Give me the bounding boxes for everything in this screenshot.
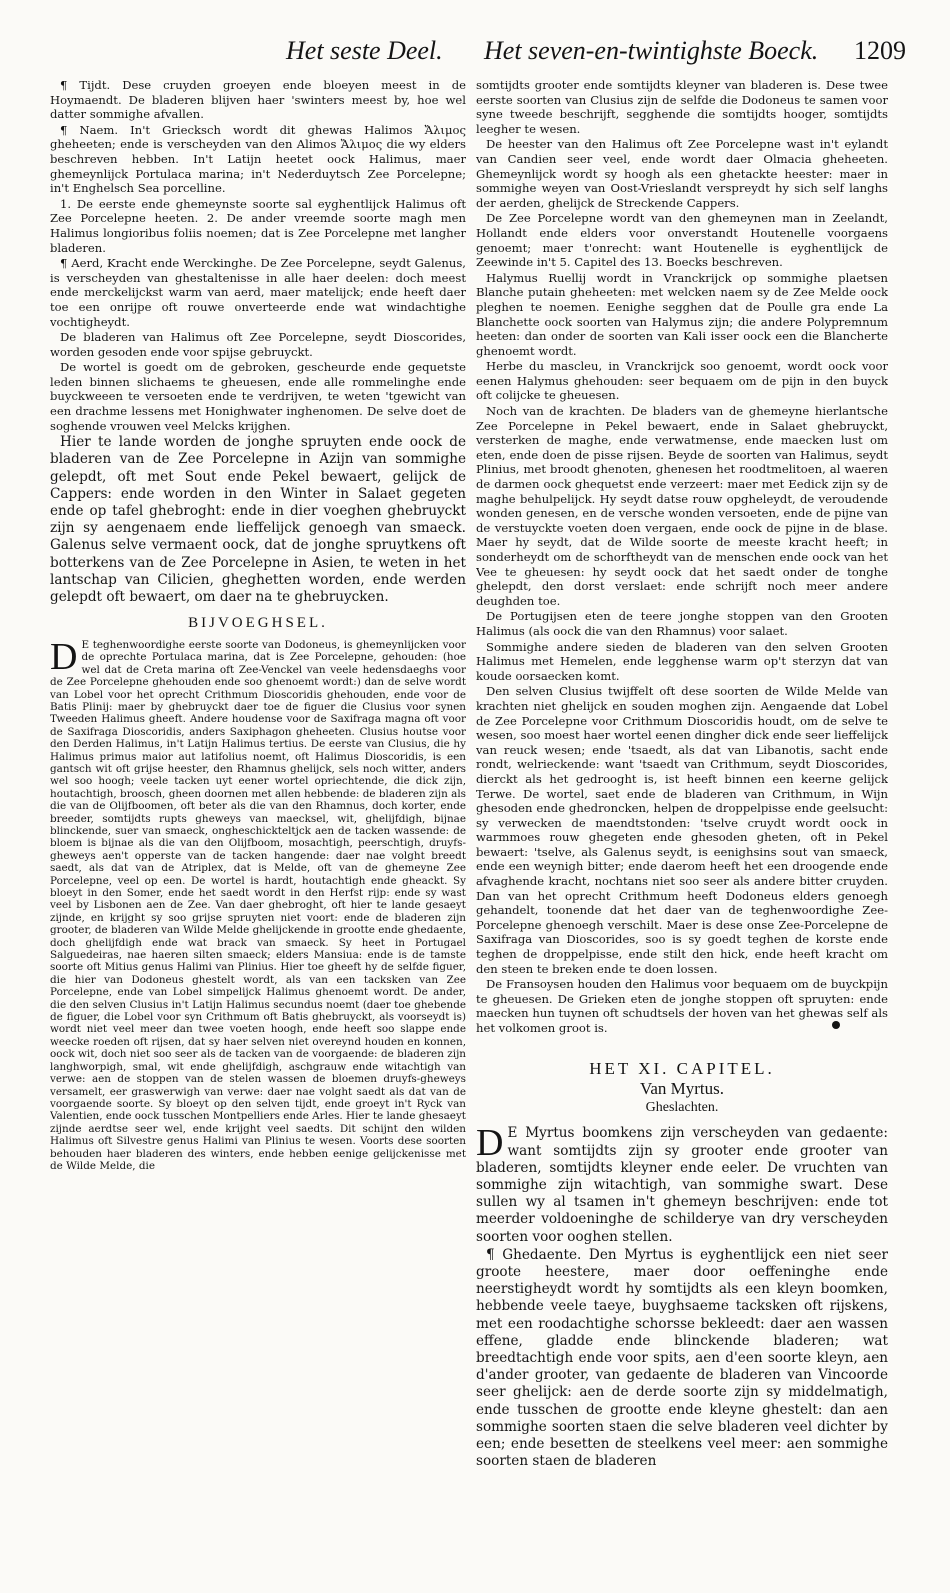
ink-blot-ornament <box>832 1021 840 1029</box>
chapter-paragraphs <box>476 1122 888 1470</box>
paragraph: De Portugijsen eten de teere jonghe stoppen van den Grooten Halimus (als oock die van den Rhamnus) voor salaet. <box>476 609 888 638</box>
part-title: Het seste Deel. <box>286 36 443 65</box>
dropcap-letter: D <box>476 1122 504 1165</box>
left-column-paragraphs <box>50 78 466 606</box>
paragraph: De bladeren van Halimus oft Zee Porcelepne, seydt Dioscorides, worden gesoden ende voor spijse gebruyckt. <box>50 330 466 359</box>
paragraph: E Myrtus boomkens zijn verscheyden van gedaente: want somtijdts zijn sy grooter ende grooter van bladeren, somtijdts kleyner ende eeler. De vruchten van sommighe zijn witachtigh, van sommighe swart. Dese sullen wy al tsamen in't ghemeyn beschrijven: ende tot meerder voldoeninghe de schilderye van dry verscheyden soorten voor ooghen stellen. <box>476 1125 888 1245</box>
paragraph: Sommighe andere sieden de bladeren van den selven Grooten Halimus met Hemelen, ende legghense warm op't sterzyn dat van koude oorsaecken komt. <box>476 639 888 683</box>
paragraph: De heester van den Halimus oft Zee Porcelepne wast in't eylandt van Candien seer veel, ende wordt daer Olmacia gheheeten. Ghemeynlijck wordt sy hoogh als een ghetackte heester: maer in sommighe weyen van Oost-Vrieslandt verspreydt hy sich self langhs der aerden, ghelijck de Streckende Cappers. <box>476 137 888 210</box>
paragraph: Den selven Clusius twijffelt oft dese soorten de Wilde Melde van krachten niet ghelijck en souden moghen zijn. Aengaende dat Lobel de Zee Porcelepne voor Crithmum Dioscoridis houdt, om de selve te wesen, soo moest haer wortel eenen dingher dick ende seer lieffelijck van reuck wesen; ende 'tsaedt, als dat van Libanotis, sacht ende rondt, welrieckende: want 'tsaedt van Crithmum, seydt Dioscorides, dierckt als het gedrooght is, ist heeft binnen een keerne gelijck Terwe. De wortel, saet ende de bladeren van Crithmum, in Wijn ghesoden ende ghedroncken, helpen de droppelpisse ende geelsucht: sy verwecken de maendtstonden: 'tselve cruydt wordt oock in warmmoes rouw ghegeten ende ghesoden gheten, oft in Pekel bewaert: 'tselve, als Galenus seydt, is eenighsins sout van smaeck, ende een weynigh bitter; ende daerom heeft het een droogende ende afvaghende kracht, nochtans niet soo seer als andere bitter cruyden. Dan van het oprecht Crithmum heeft Dodoneus elders genoegh gehandelt, toonende dat het daer van de teghenwoordighe Zee-Porcelepne ghenoegh verschilt. Maer is dese onse Zee-Porcelepne de Saxifraga van Dioscorides, soo is sy goedt teghen de korste ende teghen de droppelpisse, ende stilt den hick, ende heeft kracht om den steen te breken ende te doen lossen. <box>476 684 888 976</box>
paragraph: De Fransoysen houden den Halimus voor bequaem om de buyckpijn te gheuesen. De Grieken eten de jonghe stoppen oft spruyten: ende maecken hun tuynen oft schudtsels der hoven van het ghewas self als het volkomen groot is. <box>476 977 888 1035</box>
paragraph: 1. De eerste ende ghemeynste soorte sal eyghentlijck Halimus oft Zee Porcelepne heeten. 2. De ander vreemde soorte magh men Halimus longioribus foliis noemen; dat is Zee Porcelepne met langher bladeren. <box>50 196 466 255</box>
paragraph: De Zee Porcelepne wordt van den ghemeynen man in Zeelandt, Hollandt ende elders voor onverstandt Houtenelle voorgaens genoemt; maer t'onrecht: want Houtenelle is eyghentlijck de Zeewinde in't 5. Capitel des 13. Boecks beschreven. <box>476 211 888 270</box>
right-column-paragraphs <box>476 78 888 1036</box>
bijvoeghsel-paragraphs <box>50 635 466 1172</box>
paragraph: E teghenwoordighe eerste soorte van Dodoneus, is ghemeynlijcken voor de oprechte Portulaca marina, dat is Zee Porcelepne, gehouden: (hoe wel dat de Creta marina oft Zee-Venckel van veele hedensdaeghs voor de Zee Porcelepne ghehouden ende soo ghenoemt wordt:) dan de selve wordt van Lobel voor het oprecht Crithmum Dioscoridis ghehouden, ende voor de Batis Plinij: maer by ghebruyckt daer toe de figuer die Clusius voor synen Tweeden Halimus gheeft. Andere houdense voor de Saxifraga magna oft voor de Saxifraga Dioscoridis, anders Saxiphagon gheheeten. Clusius houtse voor den Derden Halimus, in't Latijn Halimus tertius. De eerste van Clusius, die hy Halimus primus maior aut latifolius noemt, oft Halimus Dioscoridis, is een gantsch wit oft grijse heester, den Rhamnus ghelijck, sels noch witter, anders wel soo hoogh; veele tacken uyt eener wortel opriechtende, die dick zijn, houtachtigh, broosch, gheen doornen met allen hebbende: de bladeren zijn als die van de Olijfboomen, oft beter als die van den Rhamnus, doch korter, ende breeder, somtijdts rupts gheweys van maecksel, wit, ghelijfdigh, bijnae blinckende, suer van smaeck, ongheschickteltjck aen de tacken wassende: de bloem is bijnae als die van den Olijfboom, mosachtigh, peerschtigh, druyfs-gheweys aen't opperste van de tacken hangende: daer nae volght breedt saedt, als dat van de Atriplex, dat is Melde, oft van de ghemeyne Zee Porcelepne, veel op een. De wortel is hardt, houtachtigh ende gheackt. Sy bloeyt in den Somer, ende het saedt wordt in den Herfst rijp: ende sy wast veel by Lisbonen aen de Zee. Van daer ghebroght, oft hier te lande gesaeyt zijnde, en krijght sy soo grijse spruyten niet voort: ende de bladeren zijn grooter, de bladeren van Wilde Melde ghelijckende in grootte ende ghedaente, doch ghelijfdigh ende wat brack van smaeck. Sy heet in Portugael Salguedeiras, nae haeren silten smaeck; elders Mansiua: ende is de tamste soorte oft Mitius genus Halimi van Plinius. Hier toe gheeft hy de selfde figuer, die hier van Dodoneus ghestelt wordt, als van een tacksken van Zee Porcelepne, ende van Lobel simpelijck Halimus ghenoemt wordt. De ander, die den selven Clusius in't Latijn Halimus secundus noemt (daer toe ghebende de figuer, die Lobel voor syn Crithmum oft Batis ghebruyckt, als voorseydt is) wordt niet veel meer dan twee voeten hoogh, ende heeft soo slappe ende weecke roeden oft rijsen, dat sy haer selven niet overeynd houden en konnen, oock wit, doch niet soo seer als de tacken van de voorgaende: de bladeren zijn langhworpigh, smal, wit ende ghelijfdigh, aschgrauw ende witachtigh van verwe: aen de stoppen van de stelen wassen de bloemen druyfs-gheweys versamelt, eer graswerwigh van verwe: daer nae volght saedt als dat van de voorgaende soorte. Sy bloeyt op den selven tijdt, ende groeyt in't Ryck van Valentien, ende oock tusschen Montpelliers ende Arles. Hier te lande ghesaeyt zijnde aerdtse seer wel, ende krijght veel saedts. Dit schijnt den wilden Halimus oft Silvestre genus Halimi van Plinius te wesen. Voorts dese soorten behouden haer bladeren des winters, ende hebben eenige gelijckenisse met de Wilde Melde, die <box>50 638 466 1172</box>
chapter-title: HET XI. CAPITEL. <box>589 1058 775 1078</box>
paragraph: Hier te lande worden de jonghe spruyten ende oock de bladeren van de Zee Porcelepne in Azijn van sommighe gelepdt, oft met Sout ende Pekel bewaert, gelijck de Cappers: ende worden in den Winter in Salaet gegeten ende op tafel ghebroght: ende in dier voeghen ghebruyckt zijn sy aengenaem ende lieffelijck genoegh van smaeck. Galenus selve vermaent oock, dat de jonghe spruytkens oft botterkens van de Zee Porcelepne in Asien, te weten in het lantschap van Cilicien, gheghetten worden, ende werden gelepdt oft bewaert, om daer na te ghebruycken. <box>50 434 466 606</box>
running-header <box>286 36 906 76</box>
right-column <box>476 78 888 1583</box>
paragraph: Noch van de krachten. De bladers van de ghemeyne hierlantsche Zee Porcelepne in Pekel bewaert, ende in Salaet ghebruyckt, versterken de maghe, ende verwatmense, ende maecken lust om eten, ende doen de pisse rijsen. Beyde de soorten van Halimus, seydt Plinius, met broodt ghenoten, ghenesen het roodtmelitoen, al waeren de darmen oock ghequetst ende verzeert: maer met Eedick zijn sy de maghe behulpelijck. Hy seydt datse rouw opgheleydt, de veroudende wonden genesen, en de versche wonden versoeten, ende de pijne van de verstuyckte voeten doen vergaen, ende oock de pijne in de blase. Maer hy seydt, dat de Wilde soorte de meeste kracht heeft; in sonderheydt om de schorftheydt van de menschen ende oock van het Vee te gheuesen: hy seydt oock dat het saedt onder de tonghe ghelepdt, den dorst verslaet: ende schrijft noch meer andere deughden toe. <box>476 404 888 608</box>
dropcap-letter: D <box>50 635 78 678</box>
paragraph: ¶ Naem. In't Griecksch wordt dit ghewas Halimos Ἄλιμος gheheeten; ende is verscheyden van den Alimos Ἄλιμος die wy elders beschreven hebben. In't Latijn heetet oock Halimus, maer ghemeynlijck Portulaca marina; in't Nederduytsch Zee Porcelepne; in't Enghelsch Sea porcelline. <box>50 122 466 196</box>
bijvoeghsel-body <box>50 635 466 1172</box>
chapter-body <box>476 1122 888 1470</box>
chapter-subtitle: Van Myrtus. <box>639 1079 725 1099</box>
paragraph: somtijdts grooter ende somtijdts kleyner van bladeren is. Dese twee eerste soorten van Clusius zijn de selfde die Dodoneus te samen voor syne tweede beschrijft, segghende die somtijdts hooger, somtijdts leegher te wesen. <box>476 78 888 136</box>
chapter-section-heading: Gheslachten. <box>645 1099 719 1115</box>
paragraph: De wortel is goedt om de gebroken, gescheurde ende gequetste leden binnen slichaems te gheuesen, ende alle rommelinghe ende buyckweeen te versoeten ende te verdrijven, te weten 'tgewicht van een drachme lessens met Honighwater inghenomen. De selve doet de soghende vrouwen veel Melcks krijghen. <box>50 360 466 433</box>
paragraph: Herbe du mascleu, in Vranckrijck soo genoemt, wordt oock voor eenen Halymus ghehouden: seer bequaem om de pijn in den buyck oft colijcke te gheuesen. <box>476 359 888 403</box>
paragraph: ¶ Aerd, Kracht ende Werckinghe. De Zee Porcelepne, seydt Galenus, is verscheyden van ghestaltenisse in alle haer deelen: doch meest ende merckelijckst warm van aerd, maer matelijck; ende heeft daer toe een onrijpe oft rouwe onverteerde ende wat windachtighe vochtigheydt. <box>50 256 466 329</box>
paragraph: Halymus Ruellij wordt in Vranckrijck op sommighe plaetsen Blanche putain gheheeten: met welcken naem sy de Zee Melde oock pleghen te noemen. Eenighe segghen dat de Poulle gra ende La Blanchette oock soorten van Halymus zijn; die andere Polypremnum heeten: dan onder de soorten van Kali isser oock een die Blancherte ghenoemt wordt. <box>476 270 888 358</box>
book-title: Het seven-en-twintighste Boeck. <box>484 36 819 65</box>
bijvoeghsel-title: BIJVOEGHSEL. <box>188 615 328 632</box>
paragraph: ¶ Ghedaente. Den Myrtus is eyghentlijck een niet seer groote heestere, maer door oeffeninghe ende neerstigheydt wordt hy somtijdts als een kleyn boomken, hebbende veele taeye, buyghsaeme tacksken oft rijskens, met een roodachtighe schorsse bekleedt: daer aen wassen effene, gladde ende blinckende bladeren; wat breedtachtigh ende voor spits, aen d'een soorte kleyn, aen d'ander grooter, van gedaente de bladeren van Vincoorde seer ghelijck: aen de derde soorte zijn sy middelmatigh, ende tusschen de grootte ende kleyne ghestelt: dan aen sommighe soorten staen die selve bladeren veel dichter by een; ende besetten de steelkens veel meer: aen sommighe soorten staen de bladeren <box>476 1246 888 1470</box>
page-number: 1209 <box>854 36 906 65</box>
paragraph: ¶ Tijdt. Dese cruyden groeyen ende bloeyen meest in de Hoymaendt. De bladeren blijven haer 'swinters meest by, hoe wel datter sommighe afvallen. <box>50 78 466 122</box>
left-column <box>50 78 466 1583</box>
